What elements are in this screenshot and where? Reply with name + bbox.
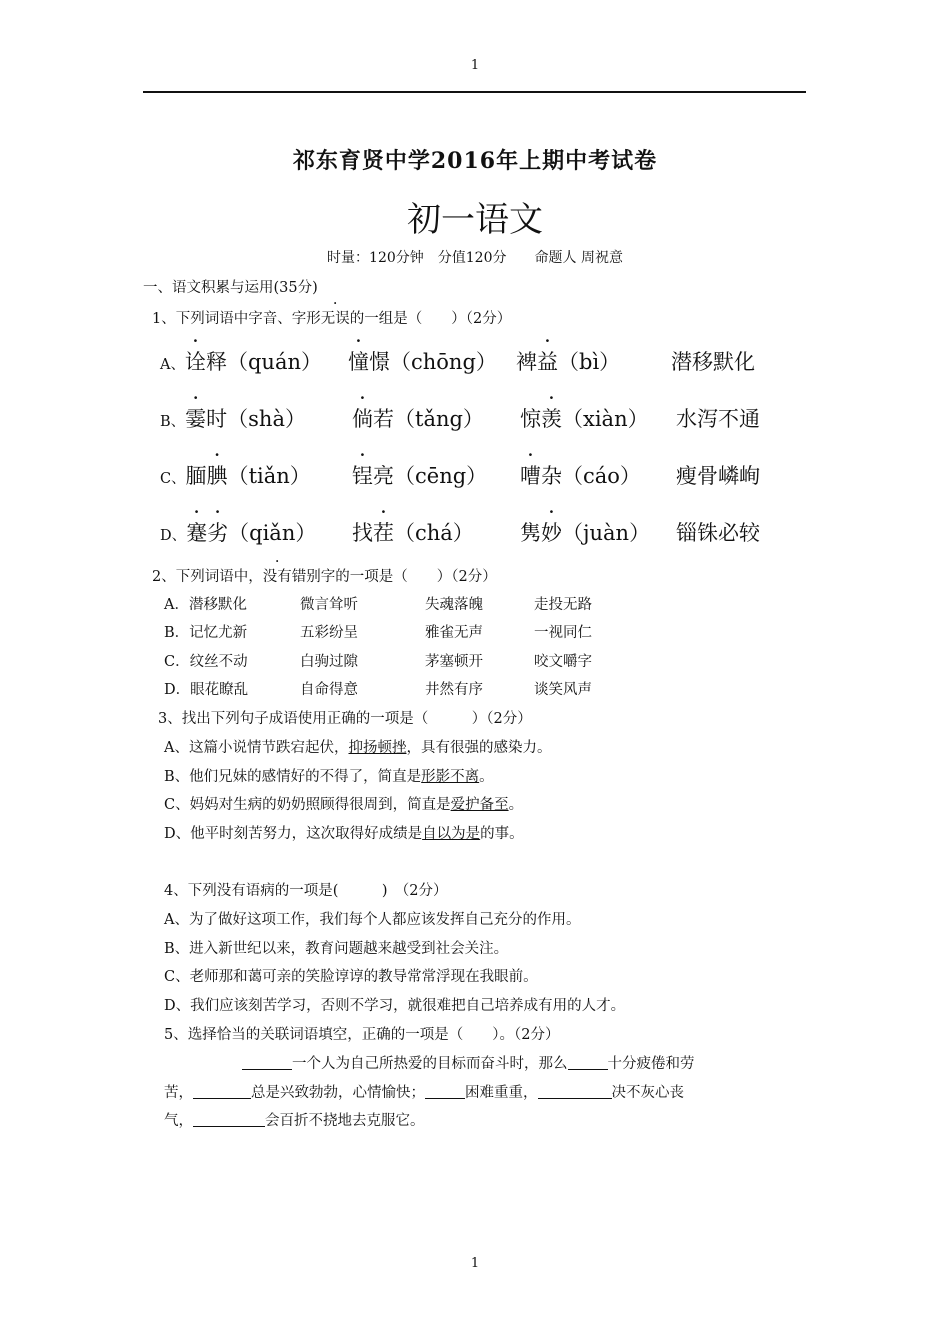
q1-dotted-char: 锃 xyxy=(352,464,373,488)
q5-text: 苦， xyxy=(164,1085,193,1101)
header-rule xyxy=(143,91,806,93)
q2-stem-emphasis: 没有 xyxy=(262,569,292,585)
q1-word: 裨 xyxy=(516,350,537,374)
q5-text: 决不灰心丧 xyxy=(611,1085,684,1101)
q1-stem-text: 1、下列词语中字音、字形 xyxy=(152,311,321,327)
q3-item-text: B、他们兄妹的感情好的不得了，简直是 xyxy=(164,769,422,785)
q1-word: （chá） xyxy=(394,521,474,545)
q1-row-b-word2 xyxy=(352,403,484,433)
footer-page-number: 1 xyxy=(470,1256,480,1271)
q1-word: （tiǎn） xyxy=(227,464,311,488)
q2-row-a-2: 微言耸听 xyxy=(300,597,358,613)
q1-dotted-char: 倘 xyxy=(352,407,373,431)
q1-row-a xyxy=(160,346,322,376)
q1-row-d xyxy=(160,517,316,547)
q1-dotted-char: 蹇 xyxy=(186,521,208,545)
q1-row-d-word2 xyxy=(352,517,474,547)
q5-line-1 xyxy=(242,1052,695,1073)
q1-row-a-word2 xyxy=(348,346,497,376)
q1-word: 若（tǎng） xyxy=(373,407,484,431)
q2-row-d-3: 井然有序 xyxy=(425,682,483,698)
q5-text: 气， xyxy=(164,1113,193,1129)
q2-stem-text-rest: 错别字的一项是（ ）（2分） xyxy=(291,569,497,585)
q5-blank-1[interactable] xyxy=(242,1055,292,1071)
q1-row-c xyxy=(160,460,311,490)
q3-item-d xyxy=(164,822,524,843)
q1-dotted-char: 劣 xyxy=(207,521,229,545)
q2-row-c-1: C．纹丝不动 xyxy=(164,654,248,670)
question-1-stem xyxy=(152,307,511,328)
q1-word: 找 xyxy=(352,521,373,545)
q1-dotted-char: 腆 xyxy=(206,464,228,488)
q4-item-d: D、我们应该刻苦学习，否则不学习，就很难把自己培养成有用的人才。 xyxy=(164,998,626,1014)
q3-underlined-idiom: 抑扬顿挫 xyxy=(348,740,407,756)
q1-row-a-word3 xyxy=(516,346,620,376)
question-5-stem: 5、选择恰当的关联词语填空，正确的一项是（ ）。（2分） xyxy=(164,1027,560,1043)
q1-dotted-char: 妙 xyxy=(541,521,562,545)
q5-text: 困难重重， xyxy=(465,1085,538,1101)
q5-line-3 xyxy=(164,1109,425,1130)
q2-row-b-1: B．记忆尤新 xyxy=(164,625,248,641)
q1-word: （juàn） xyxy=(562,521,651,545)
q3-item-text-rest: 。 xyxy=(508,797,524,813)
q1-row-d-word3 xyxy=(520,517,650,547)
q3-item-text-rest: 。 xyxy=(479,769,494,785)
q1-row-c-word2 xyxy=(352,460,487,490)
q2-row-c-4: 咬文嚼字 xyxy=(534,654,592,670)
q5-text: 十分疲倦和劳 xyxy=(607,1056,695,1072)
q1-word: （qiǎn） xyxy=(228,521,317,545)
q2-stem-text: 2、下列词语中， xyxy=(152,569,263,585)
q2-row-b-2: 五彩纷呈 xyxy=(300,625,358,641)
q1-dotted-char: 羡 xyxy=(541,407,562,431)
q5-text: 一个人为自己所热爱的目标而奋斗时，那么 xyxy=(292,1056,568,1072)
q2-row-a-3: 失魂落魄 xyxy=(425,597,483,613)
q1-word: 时（shà） xyxy=(206,407,306,431)
q4-item-b: B、进入新世纪以来，教育问题越来越受到社会关注。 xyxy=(164,941,509,957)
q1-word: 腼 xyxy=(185,464,207,488)
exam-meta: 时量：120分钟 分值120分 命题人 周祝意 xyxy=(327,250,623,266)
q1-dotted-char: 憧 xyxy=(348,350,369,374)
q2-row-a-1: A．潜移默化 xyxy=(164,597,247,613)
q4-item-c: C、老师那和蔼可亲的笑脸谆谆的教导常常浮现在我眼前。 xyxy=(164,969,538,985)
question-2-stem xyxy=(152,565,497,586)
q1-row-c-word3 xyxy=(520,460,641,490)
q2-row-d-1: D．眼花瞭乱 xyxy=(164,682,249,698)
q3-item-text: D、他平时刻苦努力，这次取得好成绩是 xyxy=(164,826,423,842)
q3-item-c xyxy=(164,793,523,814)
q3-item-text-rest: ，具有很强的感染力。 xyxy=(406,740,552,756)
q1-dotted-char: 益 xyxy=(537,350,558,374)
q1-stem-emphasis: 无误 xyxy=(320,311,350,327)
q3-item-text: C、妈妈对生病的奶奶照顾得很周到，简直是 xyxy=(164,797,451,813)
q3-underlined-idiom: 自以为是 xyxy=(422,826,481,842)
q2-row-a-4: 走投无路 xyxy=(534,597,592,613)
q3-item-text: A、这篇小说情节跌宕起伏， xyxy=(164,740,349,756)
question-3-stem: 3、找出下列句子成语使用正确的一项是（ ）（2分） xyxy=(158,711,532,727)
q3-item-a xyxy=(164,736,551,757)
q5-blank-3[interactable] xyxy=(193,1084,251,1100)
exam-subject: 初一语文 xyxy=(407,200,543,240)
q5-blank-4[interactable] xyxy=(425,1084,465,1100)
q2-row-d-2: 自命得意 xyxy=(300,682,358,698)
q1-word: （bì） xyxy=(558,350,621,374)
q3-item-b xyxy=(164,765,494,786)
q5-blank-5[interactable] xyxy=(538,1084,612,1100)
q4-item-a: A、为了做好这项工作，我们每个人都应该发挥自己充分的作用。 xyxy=(164,912,581,928)
q5-blank-6[interactable] xyxy=(193,1112,265,1128)
q2-row-b-4: 一视同仁 xyxy=(534,625,592,641)
q2-row-c-3: 茅塞顿开 xyxy=(425,654,483,670)
q3-item-text-rest: 的事。 xyxy=(480,826,524,842)
q1-row-b-word4: 水泻不通 xyxy=(676,407,760,431)
q1-row-c-word4: 瘦骨嶙峋 xyxy=(676,464,760,488)
q2-row-d-4: 谈笑风声 xyxy=(534,682,592,698)
q1-word: 亮（cēng） xyxy=(373,464,488,488)
q1-option-label: D、 xyxy=(160,528,187,544)
q1-word: 惊 xyxy=(520,407,541,431)
q1-word: 隽 xyxy=(520,521,541,545)
q1-dotted-char: 茬 xyxy=(373,521,394,545)
q1-row-b xyxy=(160,403,306,433)
q1-word: 憬（chōng） xyxy=(369,350,497,374)
q1-row-d-word4: 锱铢必较 xyxy=(676,521,760,545)
q5-text: 总是兴致勃勃，心情愉快； xyxy=(251,1085,425,1101)
q2-row-b-3: 雅雀无声 xyxy=(425,625,483,641)
exam-title: 祁东育贤中学2016年上期中考试卷 xyxy=(292,148,658,174)
q5-text: 会百折不挠地去克服它。 xyxy=(265,1113,425,1129)
q1-word: 释（quán） xyxy=(205,350,322,374)
q3-underlined-idiom: 形影不离 xyxy=(421,769,480,785)
q1-row-b-word3 xyxy=(520,403,649,433)
q1-word: （xiàn） xyxy=(562,407,649,431)
q2-row-c-2: 白驹过隙 xyxy=(300,654,358,670)
question-4-stem: 4、下列没有语病的一项是( ) （2分） xyxy=(164,883,448,899)
q5-line-2 xyxy=(164,1081,684,1102)
q1-row-a-word4: 潜移默化 xyxy=(671,350,755,374)
q1-word: 杂（cáo） xyxy=(541,464,641,488)
q1-option-label: B、 xyxy=(160,414,186,430)
q1-dotted-char: 嘈 xyxy=(520,464,541,488)
q1-option-label: A、 xyxy=(160,357,185,373)
q1-dotted-char: 诠 xyxy=(184,350,206,374)
q1-stem-text-rest: 的一组是（ ）（2分） xyxy=(349,311,512,327)
q1-option-label: C、 xyxy=(160,471,186,487)
header-page-number: 1 xyxy=(470,58,480,73)
q1-dotted-char: 霎 xyxy=(185,407,207,431)
section-heading: 一、语文积累与运用(35分) xyxy=(143,280,318,296)
q3-underlined-idiom: 爱护备至 xyxy=(450,797,509,813)
q5-blank-2[interactable] xyxy=(568,1055,608,1071)
